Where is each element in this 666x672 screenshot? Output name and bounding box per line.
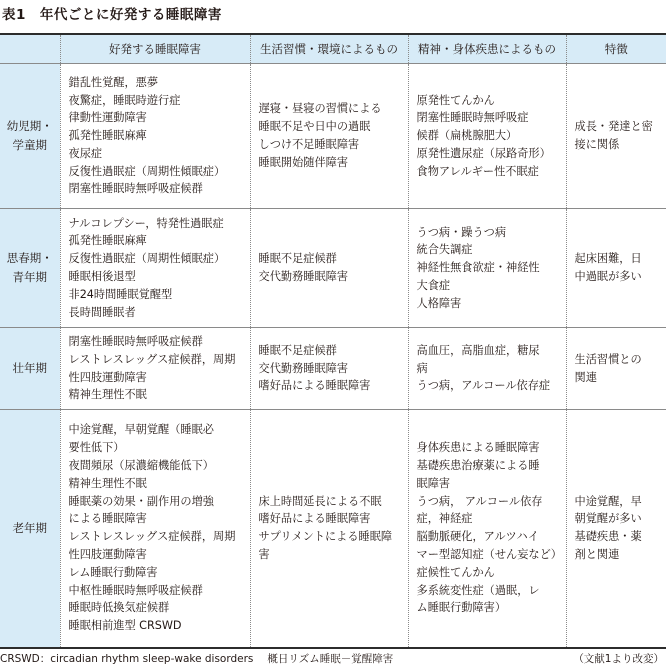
table-title — [2, 2, 222, 28]
stage-cell — [0, 64, 60, 209]
cell-line: 神経性無食欲症・神経性 — [416, 261, 540, 275]
disorders-cell — [60, 410, 250, 648]
cell-line: 性四肢運動障害 — [68, 370, 147, 384]
features-cell — [566, 328, 666, 410]
cell-line: 孤発性睡眠麻痺 — [68, 129, 147, 143]
cell-line: サプリメントによる睡眠障 — [258, 530, 393, 544]
illness-cell — [408, 328, 566, 410]
cell-line: うつ病， アルコール依存 — [416, 494, 543, 508]
cell-line: 関連 — [574, 370, 597, 384]
table-row — [0, 410, 666, 648]
footnote — [0, 651, 393, 666]
header-row — [0, 34, 666, 64]
table-number: 表1 — [2, 7, 26, 23]
cell-line: 生活習慣との — [574, 352, 642, 366]
source-citation: （文献1より改変） — [573, 653, 664, 665]
cell-line: 嗜好品による睡眠障害 — [258, 379, 371, 393]
cell-line: 接に関係 — [574, 138, 620, 151]
footnote-japanese: 概日リズム睡眠－覚醒障害 — [267, 653, 394, 665]
cell-line: 高血圧，高脂血症，糖尿 — [416, 343, 540, 357]
cell-line: ナルコレプシー，特発性過眠症 — [68, 216, 224, 230]
cell-line: 中過眠が多い — [574, 270, 642, 283]
cell-line: による睡眠障害 — [68, 512, 147, 526]
header-disorders: 好発する睡眠障害 — [60, 34, 250, 64]
footnote-abbreviation: CRSWD：circadian rhythm sleep-wake disorders — [0, 653, 254, 665]
cell-line: レム睡眠行動障害 — [68, 565, 158, 579]
table-row — [0, 328, 666, 410]
cell-line: 要性低下） — [68, 441, 125, 455]
cell-line: 人格障害 — [416, 296, 462, 310]
cell-line: 起床困難，日 — [574, 252, 642, 266]
lifestyle-cell — [250, 209, 408, 328]
cell-line: 精神生理性不眠 — [68, 388, 147, 402]
stage-cell — [0, 209, 60, 328]
disorders-cell — [60, 209, 250, 328]
cell-line: 反復性過眠症（周期性傾眠症） — [68, 252, 226, 266]
disorders-cell — [60, 328, 250, 410]
cell-line: 孤発性睡眠麻痺 — [68, 234, 147, 248]
cell-line: 閉塞性睡眠時無呼吸症候群 — [68, 334, 203, 348]
illness-cell — [408, 410, 566, 648]
disorders-cell — [60, 64, 250, 209]
cell-line: 閉塞性睡眠時無呼吸症 — [416, 111, 529, 125]
cell-line: 夜驚症，睡眠時遊行症 — [68, 93, 181, 107]
cell-line: 成長・発達と密 — [574, 120, 653, 134]
header-features: 特徴 — [566, 34, 666, 64]
cell-line: 害 — [258, 548, 270, 562]
cell-line: 睡眠薬の効果・副作用の増強 — [68, 494, 214, 508]
header-corner — [0, 34, 60, 64]
cell-line: 夜尿症 — [68, 146, 103, 160]
illness-cell — [408, 64, 566, 209]
cell-line: 原発性遺尿症（尿路奇形） — [416, 146, 551, 160]
stage-cell — [0, 410, 60, 648]
features-cell — [566, 209, 666, 328]
cell-line: 睡眠開始随伴障害 — [258, 155, 349, 169]
cell-line: 剤と関連 — [574, 548, 620, 562]
stage-line: 壮年期 — [12, 361, 47, 375]
table-row — [0, 209, 666, 328]
cell-line: 中途覚醒，早朝覚醒（睡眠必 — [68, 423, 214, 437]
cell-line: 症，神経症 — [416, 512, 473, 526]
cell-line: 眠障害 — [416, 476, 451, 490]
cell-line: 精神生理性不眠 — [68, 476, 147, 490]
lifestyle-cell — [250, 328, 408, 410]
cell-line: 大食症 — [416, 278, 451, 292]
cell-line: 遅寝・昼寝の習慣による — [258, 102, 382, 116]
cell-line: しつけ不足睡眠障害 — [258, 138, 360, 151]
cell-line: 食物アレルギー性不眠症 — [416, 164, 539, 178]
stage-line: 幼児期・ — [6, 119, 53, 133]
features-cell — [566, 410, 666, 648]
cell-line: うつ病・躁うつ病 — [416, 225, 507, 239]
cell-line: 中途覚醒，早 — [574, 494, 642, 508]
stage-line: 老年期 — [12, 520, 47, 535]
cell-line: 多系統変性症（過眠，レ — [416, 583, 540, 597]
cell-line: レストレスレッグス症候群，周期 — [68, 352, 236, 366]
cell-line: 反復性過眠症（周期性傾眠症） — [68, 164, 226, 178]
cell-line: 睡眠不足症候群 — [258, 252, 337, 266]
table-title-text: 年代ごとに好発する睡眠障害 — [39, 7, 222, 23]
cell-line: 中枢性睡眠時無呼吸症候群 — [68, 583, 203, 597]
cell-line: 嗜好品による睡眠障害 — [258, 512, 371, 526]
cell-line: 交代勤務睡眠障害 — [258, 270, 349, 283]
cell-line: 身体疾患による睡眠障害 — [416, 441, 540, 455]
illness-cell — [408, 209, 566, 328]
cell-line: 性四肢運動障害 — [68, 548, 147, 562]
cell-line: 律動性運動障害 — [68, 111, 147, 125]
cell-line: 睡眠不足や日中の過眠 — [258, 120, 371, 134]
features-cell — [566, 64, 666, 209]
cell-line: マー型認知症（せん妄など） — [416, 548, 562, 562]
cell-line: うつ病，アルコール依存症 — [416, 379, 551, 393]
cell-line: 脳動脈硬化，アルツハイ — [416, 530, 539, 544]
cell-line: 閉塞性睡眠時無呼吸症候群 — [68, 182, 203, 196]
cell-line: 原発性てんかん — [416, 93, 495, 107]
cell-line: 錯乱性覚醒，悪夢 — [68, 75, 159, 89]
cell-line: 睡眠不足症候群 — [258, 343, 337, 357]
cell-line: 統合失調症 — [416, 243, 473, 257]
lifestyle-cell — [250, 64, 408, 209]
cell-line: 睡眠相前進型 CRSWD — [68, 619, 182, 633]
cell-line: 夜間頻尿（尿濃縮機能低下） — [68, 459, 214, 473]
stage-cell — [0, 328, 60, 410]
cell-line: 候群（扁桃腺肥大） — [416, 129, 518, 143]
cell-line: 基礎疾患治療薬による睡 — [416, 459, 540, 473]
cell-line: 交代勤務睡眠障害 — [258, 361, 349, 375]
cell-line: 病 — [416, 361, 428, 375]
table-row — [0, 64, 666, 209]
cell-line: 床上時間延長による不眠 — [258, 494, 382, 508]
stage-line: 学童期 — [12, 138, 47, 152]
lifestyle-cell — [250, 410, 408, 648]
cell-line: 長時間睡眠者 — [68, 305, 136, 319]
cell-line: 朝覚醒が多い — [574, 512, 642, 526]
header-lifestyle: 生活習慣・環境によるもの — [250, 34, 408, 64]
cell-line: 非24時間睡眠覚醒型 — [68, 287, 173, 301]
stage-line: 青年期 — [12, 270, 47, 284]
sleep-disorder-table — [0, 33, 666, 649]
cell-line: 症候性てんかん — [416, 565, 495, 579]
cell-line: 睡眠相後退型 — [68, 270, 136, 283]
header-illness: 精神・身体疾患によるもの — [408, 34, 566, 64]
cell-line: 睡眠時低換気症候群 — [68, 601, 170, 615]
cell-line: ム睡眠行動障害） — [416, 601, 507, 615]
stage-line: 思春期・ — [6, 251, 53, 265]
cell-line: 基礎疾患・薬 — [574, 530, 642, 544]
cell-line: レストレスレッグス症候群，周期 — [68, 530, 236, 544]
